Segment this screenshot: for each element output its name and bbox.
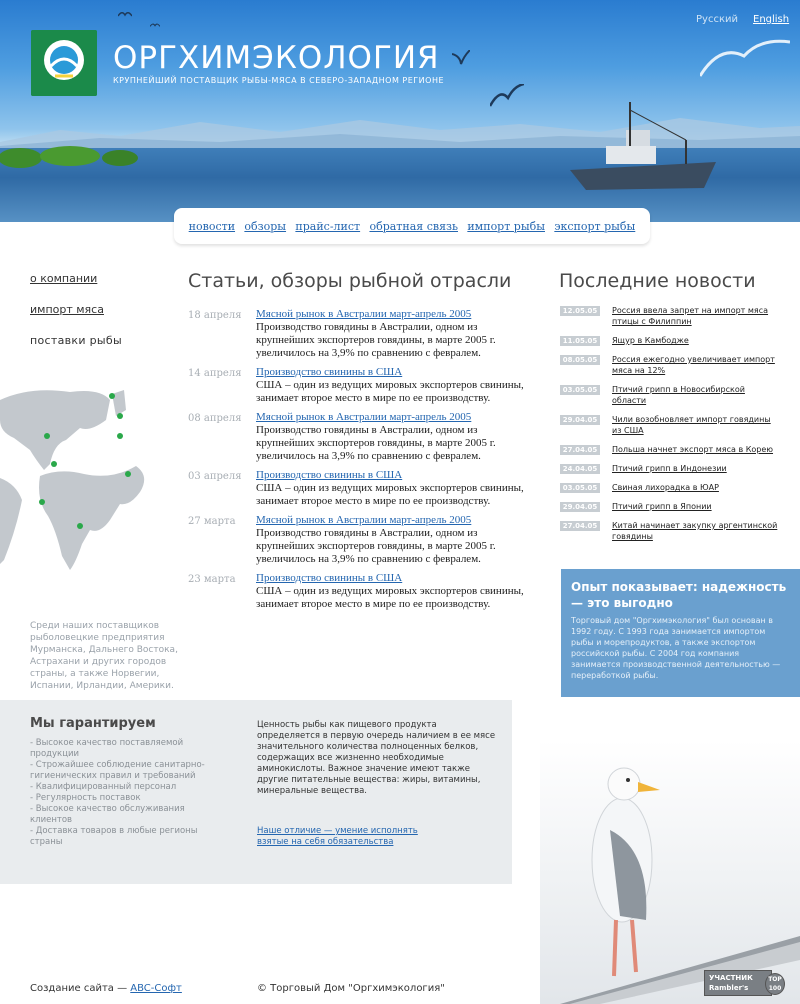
footer-credits: [30, 983, 182, 994]
bird-icon: [118, 10, 132, 18]
news-date-badge: 08.05.05: [560, 355, 600, 365]
rambler-line-2: Rambler's: [709, 984, 749, 992]
news-date-badge: 27.04.05: [560, 445, 600, 455]
island-graphic: [0, 140, 140, 170]
news-item: [560, 414, 780, 436]
news-link[interactable]: Польша начнет экспорт мяса в Корею: [612, 445, 774, 454]
article-date: 14 апреля: [188, 368, 242, 379]
article-text: Производство говядины в Австралии, одном из крупнейших экспортеров говядины, в марте 2005 г. увеличилось на 3,9% по сравнению с февралем.: [256, 424, 496, 462]
site-subtitle: КРУПНЕЙШИЙ ПОСТАВЩИК РЫБЫ-МЯСА В СЕВЕРО-ЗАПАДНОМ РЕГИОНЕ: [113, 76, 445, 85]
world-map-graphic: [0, 380, 180, 580]
article-text: Производство говядины в Австралии, одном из крупнейших экспортеров говядины, в марте 2005 г. увеличилось на 3,9% по сравнению с февралем.: [256, 527, 496, 565]
guarantees-heading: Мы гарантируем: [30, 716, 156, 731]
nav-link-fish-export[interactable]: экспорт рыбы: [554, 219, 636, 233]
fish-value-text: Ценность рыбы как пищевого продукта определяется в первую очередь наличием в ее мясе значительного количества полноценных белков, содержащих все жизненно необходимые аминокислоты. Важное значение имеют также другие питательные вещества: жиры, витамины, минеральные вещества.: [257, 720, 496, 796]
news-date-badge: 03.05.05: [560, 483, 600, 493]
article-item: [188, 572, 538, 611]
list-item: - Регулярность поставок: [30, 793, 141, 803]
news-item: [560, 444, 780, 455]
list-item: - Доставка товаров в любые регионы страны: [30, 826, 198, 847]
article-title-link[interactable]: Производство свинины в США: [256, 469, 403, 481]
logo-icon: [31, 30, 97, 96]
article-item: [188, 514, 538, 566]
guarantees-section: [0, 700, 512, 884]
news-date-badge: 03.05.05: [560, 385, 600, 395]
bird-icon: [490, 84, 524, 108]
main-nav: [174, 208, 650, 244]
article-date: 08 апреля: [188, 413, 242, 424]
seagull-image: [540, 740, 800, 1004]
news-item: [560, 463, 780, 474]
list-item: - Высокое качество обслуживания клиентов: [30, 804, 185, 825]
news-link[interactable]: Чили возобновляет импорт говядины из США: [612, 415, 771, 435]
news-item: [560, 354, 780, 376]
nav-link-feedback[interactable]: обратная связь: [369, 219, 458, 233]
article-date: 27 марта: [188, 516, 236, 527]
logo-emblem[interactable]: [31, 30, 97, 96]
bird-icon: [452, 50, 470, 66]
article-date: 03 апреля: [188, 471, 242, 482]
nav-link-price-list[interactable]: прайс-лист: [295, 219, 361, 233]
news-item: [560, 501, 780, 512]
list-item: - Квалифицированный персонал: [30, 782, 177, 792]
article-item: [188, 366, 538, 405]
news-link[interactable]: Россия ввела запрет на импорт мяса птицы с Филиппин: [612, 306, 769, 326]
rambler-line-1: УЧАСТНИК: [709, 974, 753, 982]
lang-russian[interactable]: Русский: [696, 14, 738, 25]
news-link[interactable]: Птичий грипп в Индонезии: [612, 464, 727, 473]
news-item: [560, 482, 780, 493]
news-item: [560, 305, 780, 327]
news-date-badge: 29.04.05: [560, 415, 600, 425]
news-date-badge: 29.04.05: [560, 502, 600, 512]
news-date-badge: 12.05.05: [560, 306, 600, 316]
article-item: [188, 411, 538, 463]
article-item: [188, 308, 538, 360]
news-date-badge: 11.05.05: [560, 336, 600, 346]
bird-icon: [700, 38, 790, 78]
article-title-link[interactable]: Мясной рынок в Австралии март-апрель 2005: [256, 514, 472, 526]
article-title-link[interactable]: Производство свинины в США: [256, 366, 403, 378]
article-date: 18 апреля: [188, 310, 242, 321]
leftnav-current-fish-supply: поставки рыбы: [30, 334, 122, 347]
news-date-badge: 27.04.05: [560, 521, 600, 531]
footer-copyright: © Торговый Дом "Оргхимэкология": [257, 983, 445, 994]
guarantees-list: [30, 738, 210, 848]
news-link[interactable]: Птичий грипп в Японии: [612, 502, 712, 511]
news-list: [560, 305, 780, 550]
site-title: ОРГХИМЭКОЛОГИЯ: [113, 40, 440, 76]
article-title-link[interactable]: Мясной рынок в Австралии март-апрель 2005: [256, 308, 472, 320]
news-link[interactable]: Птичий грипп в Новосибирской области: [612, 385, 745, 405]
news-link[interactable]: Россия ежегодно увеличивает импорт мяса на 12%: [612, 355, 775, 375]
experience-heading: Опыт показывает: надежность — это выгодно: [571, 580, 787, 610]
rambler-top-label: TOP 100: [765, 973, 785, 995]
experience-panel: [561, 569, 800, 697]
article-text: США – один из ведущих мировых экспортеров свинины, занимает второе место в мире по ее производству.: [256, 585, 524, 610]
nav-link-fish-import[interactable]: импорт рыбы: [467, 219, 545, 233]
articles-list: [188, 308, 538, 617]
nav-link-reviews[interactable]: обзоры: [244, 219, 287, 233]
news-link[interactable]: Свиная лихорадка в ЮАР: [612, 483, 719, 492]
article-title-link[interactable]: Производство свинины в США: [256, 572, 403, 584]
news-link[interactable]: Ящур в Камбодже: [612, 336, 689, 345]
bird-icon: [150, 22, 160, 28]
article-title-link[interactable]: Мясной рынок в Австралии март-апрель 2005: [256, 411, 472, 423]
footer-created-label: Создание сайта —: [30, 983, 128, 994]
list-item: - Строжайшее соблюдение санитарно-гигиенических правил и требований: [30, 760, 205, 781]
article-text: США – один из ведущих мировых экспортеров свинины, занимает второе место в мире по ее производству.: [256, 379, 524, 404]
nav-link-news[interactable]: новости: [188, 219, 236, 233]
header-banner: [0, 0, 800, 222]
leftnav-link-about[interactable]: о компании: [30, 272, 98, 285]
news-item: [560, 520, 780, 542]
left-nav: [30, 272, 122, 347]
article-text: США – один из ведущих мировых экспортеров свинины, занимает второе место в мире по ее производству.: [256, 482, 524, 507]
ship-graphic: [566, 100, 726, 196]
experience-text: Торговый дом "Оргхимэкология" был основан в 1992 году. С 1993 года занимается импортом рыбы и морепродуктов, а также экспортом российской рыбы. С 2004 год компания занимается производственной деятельностью — переработкой рыбы.: [571, 616, 781, 680]
news-item: [560, 384, 780, 406]
rambler-top100-badge[interactable]: [704, 970, 782, 996]
footer-developer-link[interactable]: ABC-Софт: [130, 983, 182, 994]
leftnav-link-meat-import[interactable]: импорт мяса: [30, 303, 104, 316]
article-text: Производство говядины в Австралии, одном из крупнейших экспортеров говядины, в марте 2005 г. увеличилось на 3,9% по сравнению с февралем.: [256, 321, 496, 359]
news-date-badge: 24.04.05: [560, 464, 600, 474]
article-item: [188, 469, 538, 508]
news-item: [560, 335, 780, 346]
list-item: - Высокое качество поставляемой продукции: [30, 738, 184, 759]
news-link[interactable]: Китай начинает закупку аргентинской говядины: [612, 521, 778, 541]
our-difference-link[interactable]: Наше отличие — умение исполнять взятые на себя обязательства: [257, 826, 418, 847]
lang-english-link[interactable]: English: [753, 14, 790, 25]
articles-title: Статьи, обзоры рыбной отрасли: [188, 270, 512, 292]
map-caption: Среди наших поставщиков рыболовецкие предприятия Мурманска, Дальнего Востока, Астрахани и других городов страны, а также Норвегии, Испании, Ирландии, Америки.: [30, 621, 178, 691]
article-date: 23 марта: [188, 574, 236, 585]
news-title: Последние новости: [559, 270, 756, 292]
